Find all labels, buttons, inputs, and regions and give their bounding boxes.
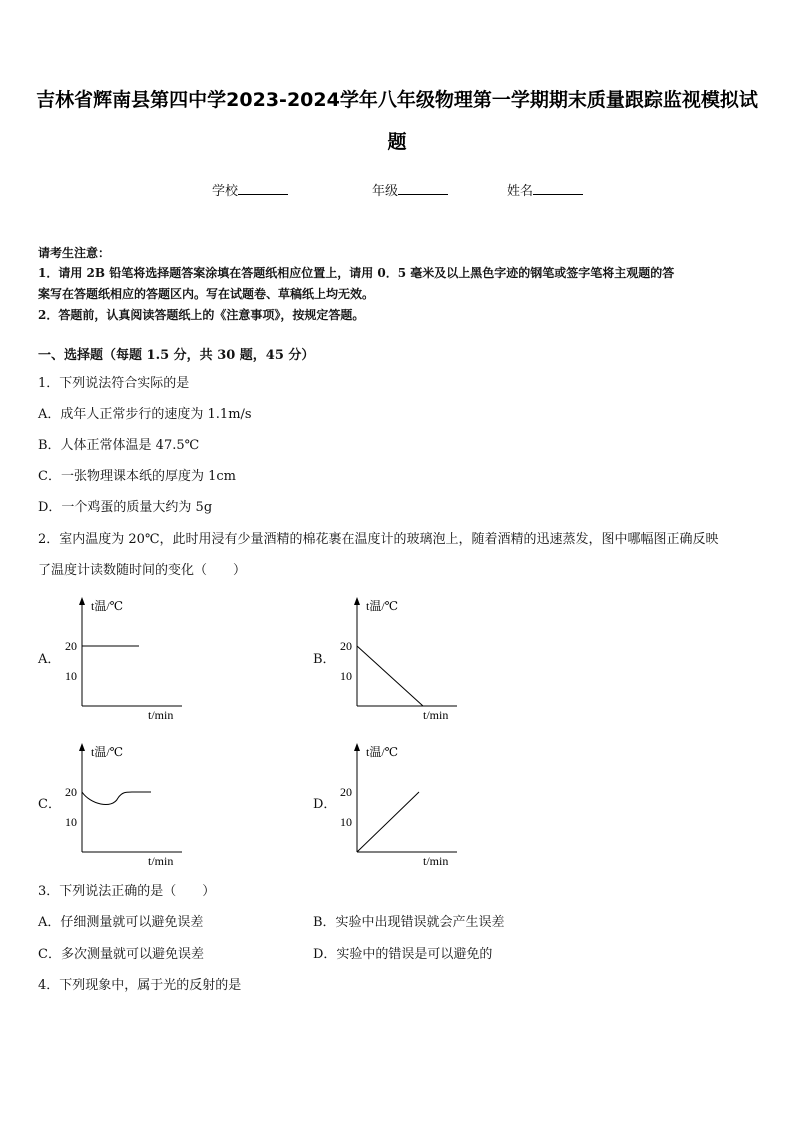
notice-item1-line1: 1．请用 2B 铅笔将选择题答案涂填在答题纸相应位置上，请用 0．5 毫米及以上黑色字迹的钢笔或签字笔将主观题的答 bbox=[38, 266, 675, 280]
y-axis-label: t温/℃ bbox=[91, 599, 124, 613]
name-label: 姓名 bbox=[507, 184, 534, 199]
q3-option-a: A．仔细测量就可以避免误差 bbox=[38, 915, 204, 930]
name-field bbox=[507, 180, 583, 199]
notice-item1-line2: 案写在答题纸相应的答题区内。写在试题卷、草稿纸上均无效。 bbox=[38, 287, 375, 301]
q3-option-c: C．多次测量就可以避免误差 bbox=[38, 947, 204, 962]
q1-option-d: D．一个鸡蛋的质量大约为 5g bbox=[38, 500, 213, 515]
tick-label-10: 10 bbox=[65, 815, 77, 829]
q2-graph-b bbox=[335, 594, 475, 724]
y-axis-arrow bbox=[79, 597, 85, 605]
school-blank bbox=[238, 182, 288, 195]
q1-option-c: C．一张物理课本纸的厚度为 1cm bbox=[38, 469, 236, 484]
q2-graph-d-label: D． bbox=[313, 797, 337, 812]
tick-label-10: 10 bbox=[65, 669, 77, 683]
grade-blank bbox=[398, 182, 448, 195]
q2-graph-a bbox=[60, 594, 200, 724]
q2-graph-d bbox=[335, 740, 475, 870]
tick-label-20: 20 bbox=[65, 785, 77, 799]
q2-stem-line1: 2．室内温度为 20℃，此时用浸有少量酒精的棉花裹在温度计的玻璃泡上，随着酒精的迅速蒸发，图中哪幅图正确反映 bbox=[38, 532, 719, 547]
name-blank bbox=[533, 182, 583, 195]
y-axis-label: t温/℃ bbox=[366, 599, 399, 613]
q2-graph-c bbox=[60, 740, 200, 870]
q1-option-b: B．人体正常体温是 47.5℃ bbox=[38, 438, 200, 453]
q3-option-d: D．实验中的错误是可以避免的 bbox=[313, 947, 493, 962]
tick-label-20: 20 bbox=[340, 785, 352, 799]
notice-item2: 2．答题前，认真阅读答题纸上的《注意事项》，按规定答题。 bbox=[38, 308, 365, 322]
x-axis-label: t/min bbox=[423, 708, 449, 722]
tick-label-20: 20 bbox=[65, 639, 77, 653]
q3-stem: 3．下列说法正确的是（ ） bbox=[38, 884, 216, 899]
notice-heading: 请考生注意： bbox=[38, 246, 111, 260]
tick-label-20: 20 bbox=[340, 639, 352, 653]
q2-graph-c-label: C． bbox=[38, 797, 61, 812]
q1-option-a: A．成年人正常步行的速度为 1.1m/s bbox=[38, 407, 252, 422]
q4-stem: 4．下列现象中，属于光的反射的是 bbox=[38, 978, 242, 993]
q2-graph-b-label: B． bbox=[313, 652, 336, 667]
x-axis-label: t/min bbox=[148, 854, 174, 868]
grade-label: 年级 bbox=[372, 184, 399, 199]
temperature-curve bbox=[357, 646, 423, 706]
grade-field bbox=[372, 180, 448, 199]
y-axis-arrow bbox=[79, 743, 85, 751]
y-axis-label: t温/℃ bbox=[366, 745, 399, 759]
y-axis-arrow bbox=[354, 743, 360, 751]
y-axis-label: t温/℃ bbox=[91, 745, 124, 759]
section1-heading: 一、选择题（每题 1.5 分，共 30 题，45 分） bbox=[38, 348, 315, 363]
q2-graph-a-label: A． bbox=[38, 652, 61, 667]
x-axis-label: t/min bbox=[423, 854, 449, 868]
exam-title-line2: 题 bbox=[387, 131, 407, 153]
temperature-curve bbox=[82, 792, 151, 805]
tick-label-10: 10 bbox=[340, 669, 352, 683]
school-field bbox=[212, 180, 288, 199]
temperature-curve bbox=[357, 792, 419, 852]
x-axis-label: t/min bbox=[148, 708, 174, 722]
q2-stem-line2: 了温度计读数随时间的变化（ ） bbox=[38, 563, 247, 578]
exam-title-line1: 吉林省辉南县第四中学2023-2024学年八年级物理第一学期期末质量跟踪监视模拟试 bbox=[36, 89, 758, 111]
q3-option-b: B．实验中出现错误就会产生误差 bbox=[313, 915, 505, 930]
y-axis-arrow bbox=[354, 597, 360, 605]
school-label: 学校 bbox=[212, 184, 239, 199]
tick-label-10: 10 bbox=[340, 815, 352, 829]
q1-stem: 1．下列说法符合实际的是 bbox=[38, 376, 190, 391]
